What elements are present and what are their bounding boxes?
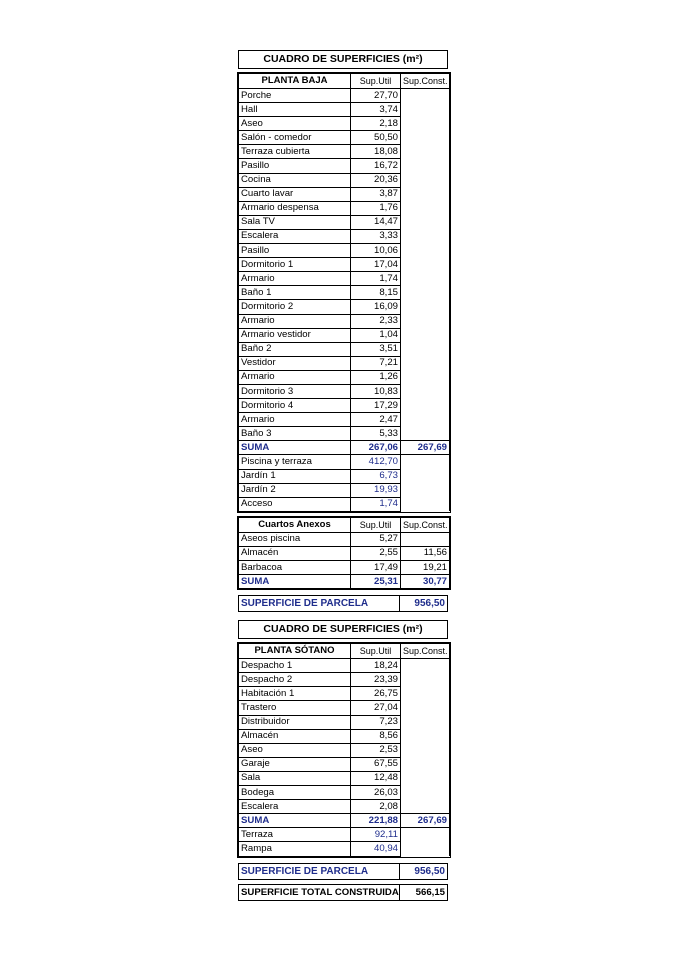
row-util: 1,76 xyxy=(351,201,401,215)
header-name: Cuartos Anexos xyxy=(239,517,351,532)
row-const xyxy=(401,103,450,117)
row-util: 18,08 xyxy=(351,145,401,159)
row-const xyxy=(401,201,450,215)
table-row xyxy=(239,828,450,842)
row-util: 2,33 xyxy=(351,314,401,328)
row-util: 3,33 xyxy=(351,229,401,243)
row-label: Salón - comedor xyxy=(239,131,351,145)
row-label: Sala TV xyxy=(239,215,351,229)
row-const xyxy=(401,532,450,546)
row-const xyxy=(401,413,450,427)
row-const: 11,56 xyxy=(401,546,450,560)
table-row xyxy=(239,786,450,800)
table-header xyxy=(239,517,450,532)
table-row xyxy=(239,356,450,370)
table-header xyxy=(239,74,450,89)
row-const xyxy=(401,286,450,300)
row-label: Escalera xyxy=(239,800,351,814)
table-row xyxy=(239,342,450,356)
total-value: 566,15 xyxy=(415,886,445,898)
suma-row xyxy=(239,814,450,828)
row-util: 2,18 xyxy=(351,117,401,131)
cuadro1-title: CUADRO DE SUPERFICIES (m²) xyxy=(238,50,448,69)
surface-schedule xyxy=(238,50,448,901)
header-const: Sup.Const. xyxy=(401,74,450,89)
row-label: Dormitorio 2 xyxy=(239,300,351,314)
row-label: Hall xyxy=(239,103,351,117)
table-row xyxy=(239,229,450,243)
row-const xyxy=(401,729,450,743)
row-const xyxy=(401,497,450,511)
table-row xyxy=(239,483,450,497)
parcela-label: SUPERFICIE DE PARCELA xyxy=(239,596,400,611)
row-const: 267,69 xyxy=(401,814,450,828)
row-util: 1,26 xyxy=(351,370,401,384)
row-label: Sala xyxy=(239,771,351,785)
row-const xyxy=(401,800,450,814)
table-row xyxy=(239,272,450,286)
row-label: Dormitorio 3 xyxy=(239,384,351,398)
row-util: 2,55 xyxy=(351,546,401,560)
row-util: 27,70 xyxy=(351,89,401,103)
row-const xyxy=(401,342,450,356)
parcela-row-2 xyxy=(238,863,448,880)
row-util: 67,55 xyxy=(351,757,401,771)
row-util: 6,73 xyxy=(351,469,401,483)
row-util: 27,04 xyxy=(351,701,401,715)
row-const xyxy=(401,455,450,469)
row-label: SUMA xyxy=(239,575,351,589)
row-util: 17,29 xyxy=(351,399,401,413)
parcela-label: SUPERFICIE DE PARCELA xyxy=(239,864,400,879)
row-const xyxy=(401,757,450,771)
row-util: 3,74 xyxy=(351,103,401,117)
table-row xyxy=(239,159,450,173)
table-row xyxy=(239,286,450,300)
row-const xyxy=(401,117,450,131)
row-const xyxy=(401,842,450,856)
cuadro2-title: CUADRO DE SUPERFICIES (m²) xyxy=(238,620,448,639)
row-const xyxy=(401,229,450,243)
row-label: Despacho 2 xyxy=(239,673,351,687)
row-label: Bodega xyxy=(239,786,351,800)
row-const xyxy=(401,187,450,201)
table-row xyxy=(239,757,450,771)
table-row xyxy=(239,532,450,546)
row-const xyxy=(401,89,450,103)
row-util: 10,83 xyxy=(351,384,401,398)
table-row xyxy=(239,413,450,427)
row-label: Garaje xyxy=(239,757,351,771)
header-util: Sup.Util xyxy=(351,517,401,532)
row-label: Almacén xyxy=(239,546,351,560)
row-util: 18,24 xyxy=(351,659,401,673)
row-util: 17,49 xyxy=(351,561,401,575)
row-label: Escalera xyxy=(239,229,351,243)
row-const xyxy=(401,131,450,145)
row-util: 3,87 xyxy=(351,187,401,201)
row-util: 7,21 xyxy=(351,356,401,370)
row-const xyxy=(401,828,450,842)
row-label: Armario xyxy=(239,413,351,427)
row-label: Jardín 2 xyxy=(239,483,351,497)
row-label: Pasillo xyxy=(239,159,351,173)
row-const xyxy=(401,743,450,757)
header-name: PLANTA BAJA xyxy=(239,74,351,89)
row-label: SUMA xyxy=(239,441,351,455)
row-util: 2,53 xyxy=(351,743,401,757)
table-row xyxy=(239,687,450,701)
row-util: 10,06 xyxy=(351,244,401,258)
row-const xyxy=(401,356,450,370)
row-const xyxy=(401,659,450,673)
row-const xyxy=(401,370,450,384)
table-row xyxy=(239,743,450,757)
total-label: SUPERFICIE TOTAL CONSTRUIDA xyxy=(241,886,399,898)
row-const xyxy=(401,427,450,441)
row-label: Habitación 1 xyxy=(239,687,351,701)
row-label: Dormitorio 4 xyxy=(239,399,351,413)
table-row xyxy=(239,89,450,103)
table-row xyxy=(239,215,450,229)
row-util: 40,94 xyxy=(351,842,401,856)
row-label: Vestidor xyxy=(239,356,351,370)
table-row xyxy=(239,800,450,814)
row-label: Jardín 1 xyxy=(239,469,351,483)
table-row xyxy=(239,370,450,384)
row-util: 25,31 xyxy=(351,575,401,589)
row-util: 14,47 xyxy=(351,215,401,229)
row-label: Distribuidor xyxy=(239,715,351,729)
parcela-value: 956,50 xyxy=(414,865,445,877)
table-row xyxy=(239,131,450,145)
row-label: Pasillo xyxy=(239,244,351,258)
row-label: Aseo xyxy=(239,117,351,131)
row-const xyxy=(401,771,450,785)
table-row xyxy=(239,659,450,673)
row-const xyxy=(401,145,450,159)
row-util: 26,75 xyxy=(351,687,401,701)
row-label: Armario xyxy=(239,272,351,286)
row-const xyxy=(401,300,450,314)
row-util: 20,36 xyxy=(351,173,401,187)
planta-baja-table xyxy=(238,73,450,512)
table-row xyxy=(239,469,450,483)
row-label: Almacén xyxy=(239,729,351,743)
row-const xyxy=(401,715,450,729)
header-util: Sup.Util xyxy=(351,644,401,659)
row-util: 12,48 xyxy=(351,771,401,785)
row-const xyxy=(401,215,450,229)
table-row xyxy=(239,561,450,575)
total-construida-row xyxy=(238,884,448,901)
table-row xyxy=(239,497,450,511)
row-label: Terraza cubierta xyxy=(239,145,351,159)
row-util: 92,11 xyxy=(351,828,401,842)
row-util: 50,50 xyxy=(351,131,401,145)
row-util: 16,72 xyxy=(351,159,401,173)
row-label: Rampa xyxy=(239,842,351,856)
table-row xyxy=(239,201,450,215)
row-util: 2,47 xyxy=(351,413,401,427)
row-label: Terraza xyxy=(239,828,351,842)
row-label: Baño 3 xyxy=(239,427,351,441)
row-label: Porche xyxy=(239,89,351,103)
row-util: 221,88 xyxy=(351,814,401,828)
row-label: Acceso xyxy=(239,497,351,511)
row-const xyxy=(401,701,450,715)
table-row xyxy=(239,187,450,201)
row-const xyxy=(401,258,450,272)
row-util: 3,51 xyxy=(351,342,401,356)
table-row xyxy=(239,173,450,187)
table-row xyxy=(239,314,450,328)
row-const: 267,69 xyxy=(401,441,450,455)
row-const: 30,77 xyxy=(401,575,450,589)
row-util: 8,15 xyxy=(351,286,401,300)
row-label: Aseo xyxy=(239,743,351,757)
row-label: Armario xyxy=(239,370,351,384)
row-const xyxy=(401,673,450,687)
table-row xyxy=(239,771,450,785)
table-row xyxy=(239,455,450,469)
table-row xyxy=(239,103,450,117)
anexos-table xyxy=(238,517,450,589)
row-util: 1,74 xyxy=(351,497,401,511)
row-util: 8,56 xyxy=(351,729,401,743)
row-util: 1,04 xyxy=(351,328,401,342)
table-row xyxy=(239,145,450,159)
row-const xyxy=(401,469,450,483)
row-const xyxy=(401,244,450,258)
row-const: 19,21 xyxy=(401,561,450,575)
suma-row xyxy=(239,575,450,589)
row-label: Cuarto lavar xyxy=(239,187,351,201)
row-label: Dormitorio 1 xyxy=(239,258,351,272)
table-row xyxy=(239,729,450,743)
parcela-row-1 xyxy=(238,595,448,612)
planta-sotano-table xyxy=(238,643,450,856)
parcela-value: 956,50 xyxy=(414,598,445,610)
row-const xyxy=(401,384,450,398)
row-util: 23,39 xyxy=(351,673,401,687)
row-util: 7,23 xyxy=(351,715,401,729)
row-label: Cocina xyxy=(239,173,351,187)
row-const xyxy=(401,687,450,701)
row-label: Trastero xyxy=(239,701,351,715)
header-util: Sup.Util xyxy=(351,74,401,89)
table-row xyxy=(239,117,450,131)
row-label: Armario vestidor xyxy=(239,328,351,342)
row-const xyxy=(401,483,450,497)
row-label: Armario despensa xyxy=(239,201,351,215)
row-label: Baño 2 xyxy=(239,342,351,356)
header-const: Sup.Const. xyxy=(401,517,450,532)
row-const xyxy=(401,173,450,187)
row-label: Barbacoa xyxy=(239,561,351,575)
row-label: Aseos piscina xyxy=(239,532,351,546)
row-label: Despacho 1 xyxy=(239,659,351,673)
row-label: Armario xyxy=(239,314,351,328)
table-row xyxy=(239,384,450,398)
table-row xyxy=(239,701,450,715)
table-row xyxy=(239,328,450,342)
row-const xyxy=(401,159,450,173)
table-row xyxy=(239,399,450,413)
table-row xyxy=(239,673,450,687)
table-row xyxy=(239,244,450,258)
header-name: PLANTA SÓTANO xyxy=(239,644,351,659)
row-const xyxy=(401,272,450,286)
row-util: 1,74 xyxy=(351,272,401,286)
table-row xyxy=(239,427,450,441)
row-const xyxy=(401,328,450,342)
row-util: 412,70 xyxy=(351,455,401,469)
row-util: 5,27 xyxy=(351,532,401,546)
table-row xyxy=(239,300,450,314)
row-const xyxy=(401,786,450,800)
table-row xyxy=(239,715,450,729)
row-util: 2,08 xyxy=(351,800,401,814)
table-row xyxy=(239,546,450,560)
suma-row xyxy=(239,441,450,455)
table-header xyxy=(239,644,450,659)
row-label: Baño 1 xyxy=(239,286,351,300)
row-util: 16,09 xyxy=(351,300,401,314)
table-row xyxy=(239,842,450,856)
row-util: 19,93 xyxy=(351,483,401,497)
row-util: 267,06 xyxy=(351,441,401,455)
header-const: Sup.Const. xyxy=(401,644,450,659)
table-row xyxy=(239,258,450,272)
row-util: 17,04 xyxy=(351,258,401,272)
row-util: 26,03 xyxy=(351,786,401,800)
row-label: SUMA xyxy=(239,814,351,828)
row-util: 5,33 xyxy=(351,427,401,441)
row-label: Piscina y terraza xyxy=(239,455,351,469)
row-const xyxy=(401,314,450,328)
row-const xyxy=(401,399,450,413)
